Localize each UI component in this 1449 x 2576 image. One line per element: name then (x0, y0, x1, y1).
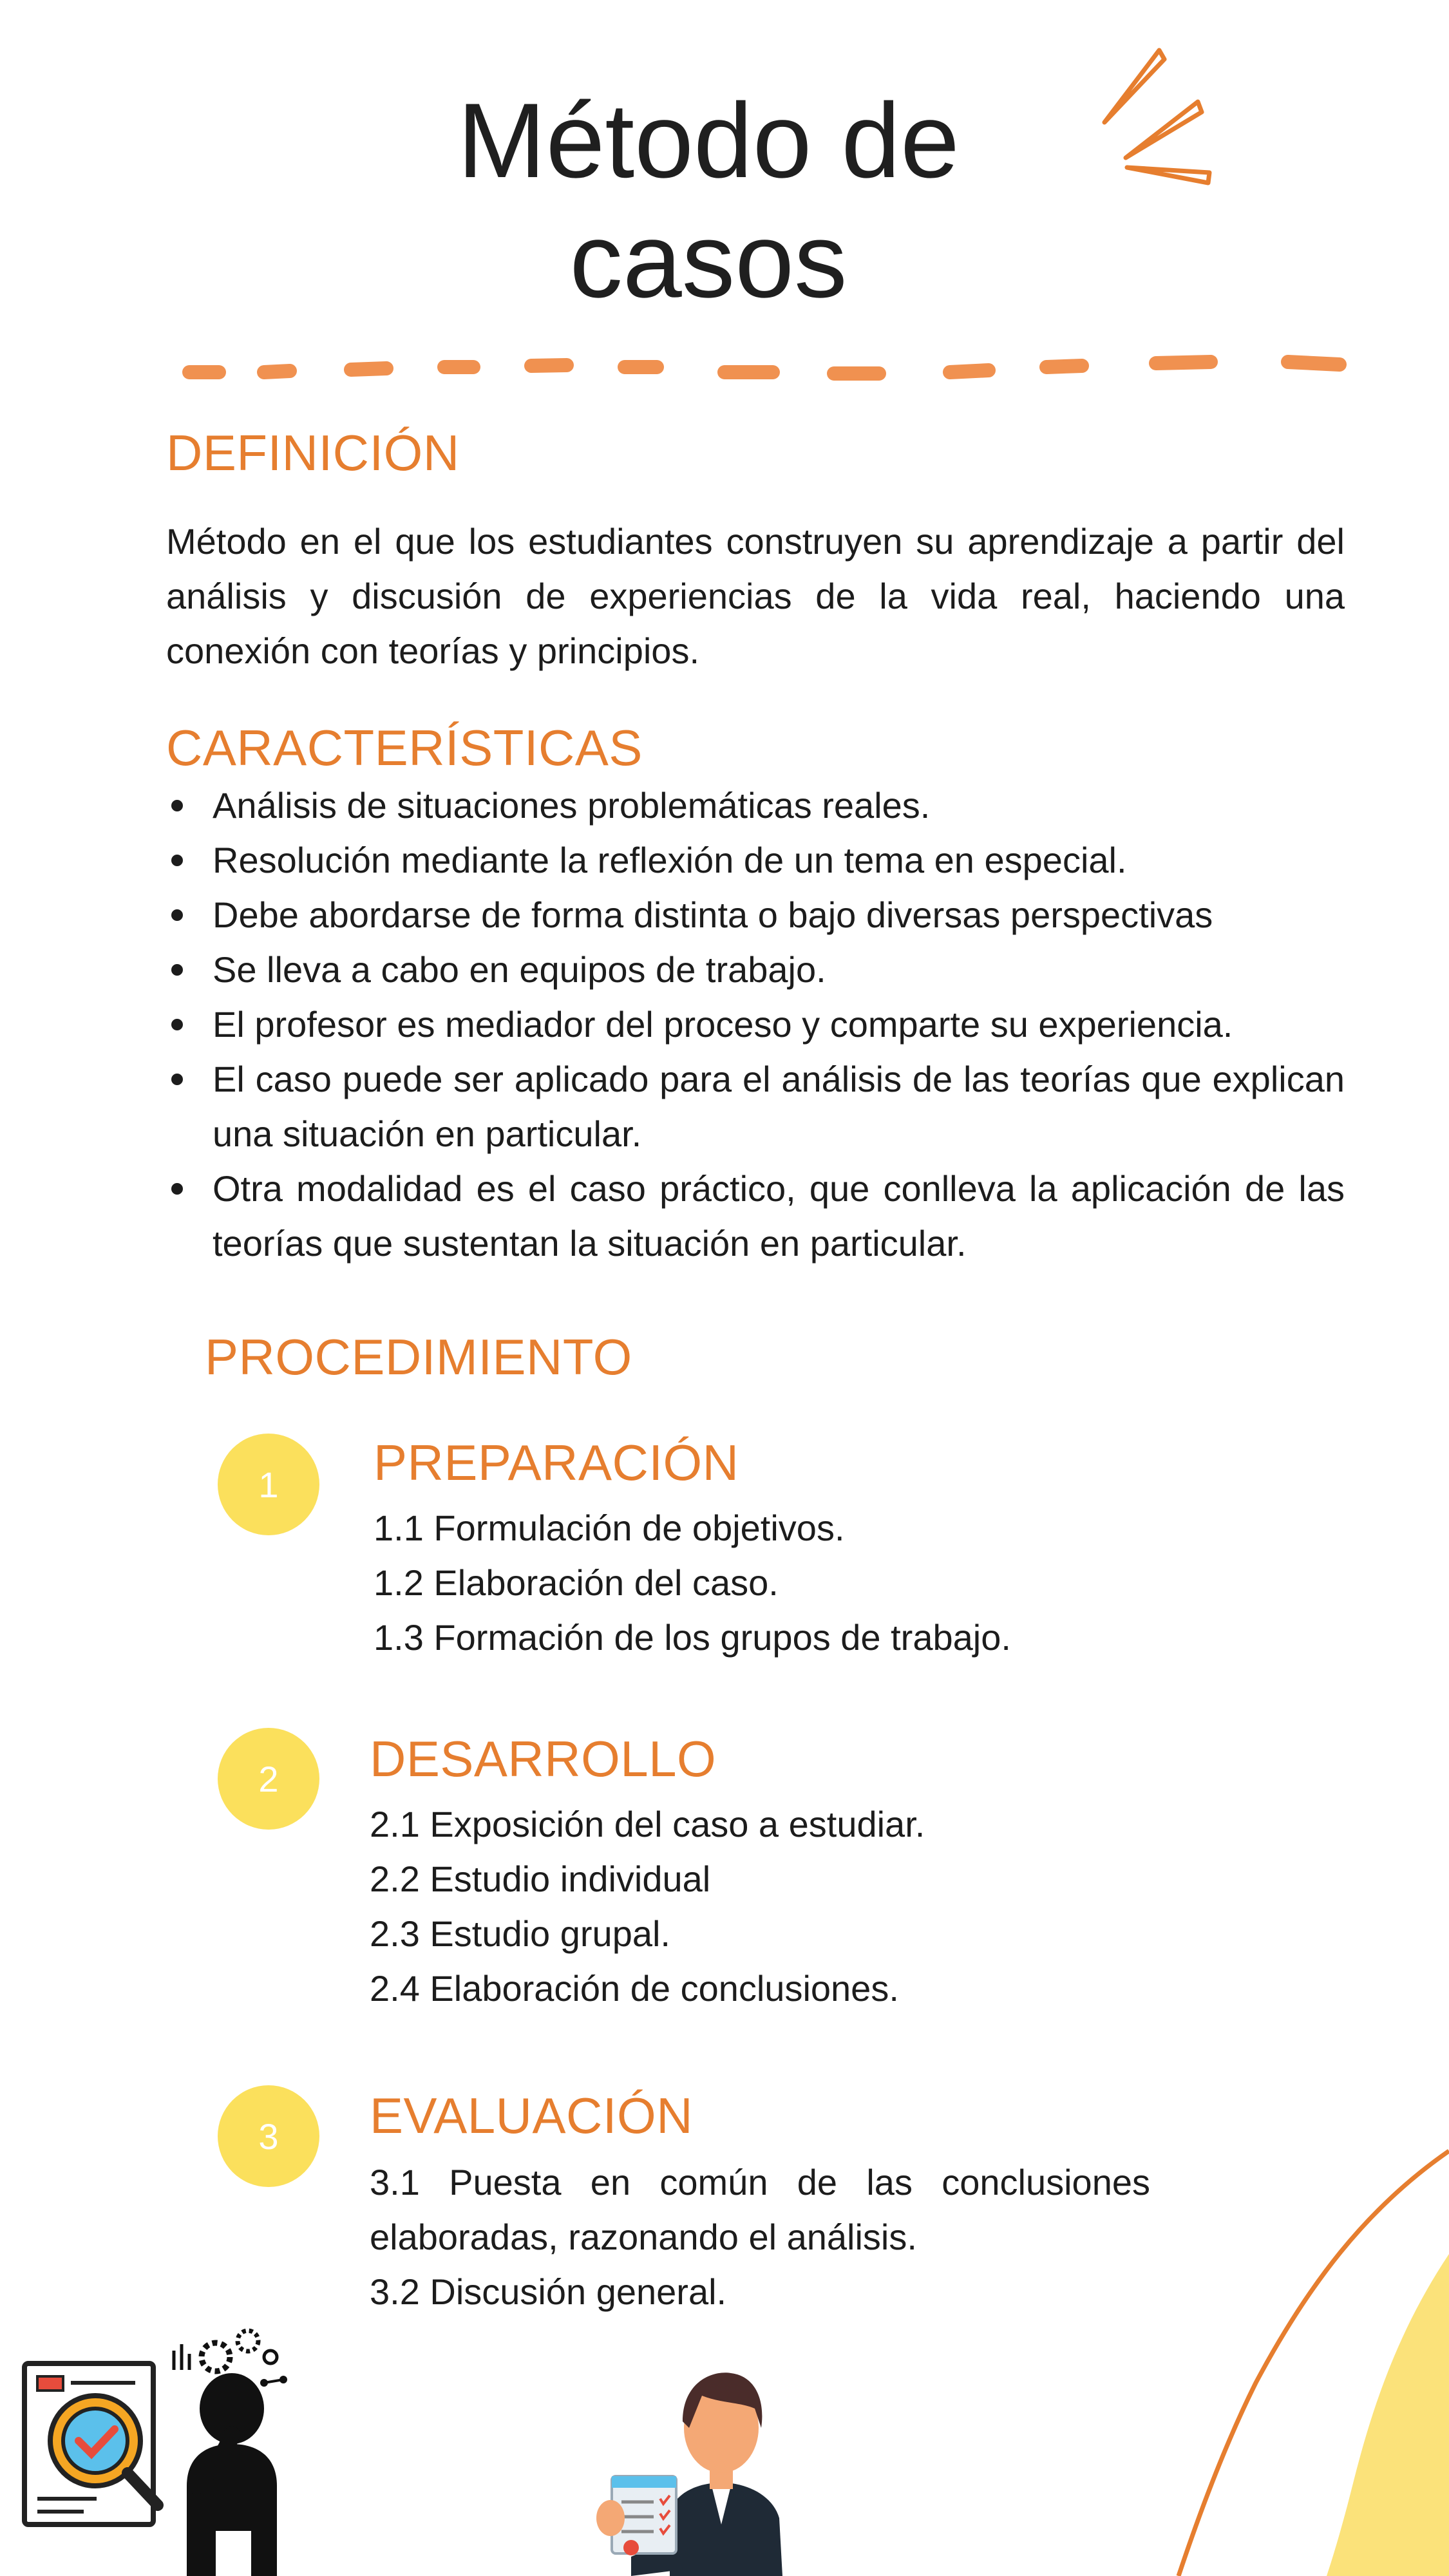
step-number-badge: 2 (218, 1728, 319, 1830)
list-item: El profesor es mediador del proceso y comparte su experiencia. (166, 997, 1345, 1052)
definition-heading: DEFINICIÓN (166, 424, 460, 481)
step-number-badge: 1 (218, 1434, 319, 1535)
list-item: 2.3 Estudio grupal. (370, 1913, 670, 1954)
wave-decoration (1095, 2125, 1449, 2576)
step-title: EVALUACIÓN (370, 2087, 694, 2144)
definition-text: Método en el que los estudiantes construyen su aprendizaje a partir del análisis y discusión de experiencias de la vida real, haciendo una conexión con teorías y principios. (166, 521, 1345, 671)
list-item: El caso puede ser aplicado para el análisis de las teorías que explican una situación en particular. (166, 1052, 1345, 1161)
procedure-heading: PROCEDIMIENTO (205, 1329, 632, 1385)
list-item: Debe abordarse de forma distinta o bajo diversas perspectivas (166, 887, 1345, 942)
step-items (370, 1797, 1155, 2016)
list-item: 1.2 Elaboración del caso. (374, 1562, 779, 1603)
list-item: 2.1 Exposición del caso a estudiar. (370, 1804, 925, 1844)
list-item: 2.4 Elaboración de conclusiones. (370, 1968, 899, 2009)
bullet-icon (171, 909, 183, 921)
teacher-holding-checklist-icon (592, 2357, 824, 2576)
bullet-icon (171, 1074, 183, 1085)
list-item: 1.3 Formación de los grupos de trabajo. (374, 1617, 1011, 1658)
list-item: Resolución mediante la reflexión de un tema en especial. (166, 833, 1345, 887)
title-line-2: casos (569, 201, 848, 319)
dashed-divider (180, 348, 1352, 386)
list-item: 3.2 Discusión general. (370, 2271, 727, 2312)
list-item: 3.1 Puesta en común de las conclusiones elaboradas, razonando el análisis. (370, 2162, 1150, 2257)
step-title: PREPARACIÓN (374, 1434, 739, 1491)
page-title (0, 80, 1417, 320)
magnifier-thinking-person-icon (19, 2318, 303, 2576)
step-items (374, 1501, 1159, 1665)
list-item: 1.1 Formulación de objetivos. (374, 1508, 845, 1548)
title-line-1: Método de (457, 81, 960, 200)
step-title: DESARROLLO (370, 1730, 717, 1787)
bullet-icon (171, 964, 183, 976)
list-item: Se lleva a cabo en equipos de trabajo. (166, 942, 1345, 997)
characteristics-heading: CARACTERÍSTICAS (166, 719, 643, 776)
list-item: Otra modalidad es el caso práctico, que conlleva la aplicación de las teorías que sustentan la situación en particular. (166, 1161, 1345, 1271)
step-items (370, 2155, 1150, 2319)
characteristics-list (166, 778, 1345, 1271)
bullet-icon (171, 1019, 183, 1030)
bullet-icon (171, 1183, 183, 1195)
list-item: 2.2 Estudio individual (370, 1859, 711, 1899)
bullet-icon (171, 800, 183, 811)
list-item: Análisis de situaciones problemáticas reales. (166, 778, 1345, 833)
bullet-icon (171, 855, 183, 866)
step-number-badge: 3 (218, 2085, 319, 2187)
